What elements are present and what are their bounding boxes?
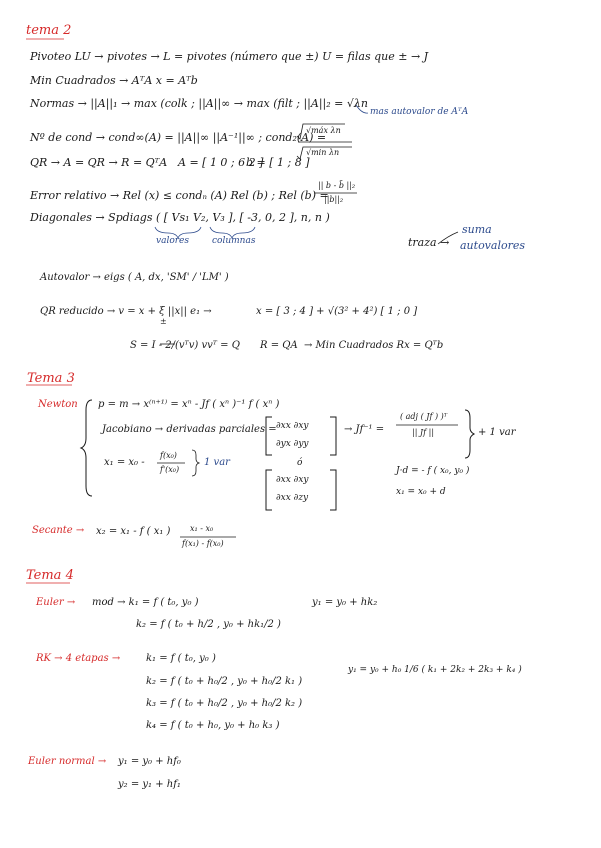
mincuad-line: Min Cuadrados → AᵀA x = Aᵀb (30, 74, 198, 87)
jf-one-var: + 1 var (478, 427, 516, 438)
newton-label: Newton (38, 399, 78, 410)
euler-normal-y1: y₁ = y₀ + hf₀ (118, 756, 181, 767)
qr-matrix-a: A = [ 1 0 ; 6 2 ] (178, 156, 264, 169)
jf-inverse-den: || Jf || (412, 428, 435, 437)
r-equals-qa: R = QA (260, 340, 298, 351)
rk-result: y₁ = y₀ + h₀ 1/6 ( k₁ + 2k₂ + 2k₃ + k₄ ) (348, 665, 522, 675)
suma-label: suma (462, 223, 492, 236)
jacobian-row-4: ∂xx ∂zy (276, 493, 309, 503)
ncond-line: Nº de cond → cond∞(A) = ||A||∞ ||A⁻¹||∞ ; cond₂(A) = (30, 131, 327, 144)
newton-line-1: p = m → x⁽ⁿ⁺¹⁾ = xⁿ - Jf ( xⁿ )⁻¹ f ( xⁿ ) (98, 399, 280, 410)
valores-label: valores (156, 236, 189, 246)
jacobiano-line: Jacobiano → derivadas parciales = (102, 424, 277, 435)
error-den: ||b||₂ (324, 195, 344, 204)
tema3-title: Tema 3 (27, 371, 75, 386)
euler-normal-y2: y₂ = y₁ + hf₁ (118, 779, 181, 790)
jacobian-row-2: ∂yx ∂yy (276, 439, 309, 449)
error-num: || b - b̃ ||₂ (318, 181, 356, 190)
rk-k4: k₄ = f ( t₀ + h₀, y₀ + h₀ k₃ ) (146, 720, 280, 731)
columnas-label: columnas (212, 236, 256, 246)
qr-min-cuad: → Min Cuadrados Rx = Qᵀb (304, 340, 444, 351)
secante-den: f(x₁) - f(x₀) (182, 539, 224, 548)
newton-brace (81, 400, 92, 496)
traza-label: traza → (408, 236, 450, 249)
jacobian-or: ó (297, 458, 303, 468)
secante-line: x₂ = x₁ - f ( x₁ ) (96, 526, 171, 537)
jacobian-bracket-right-1 (330, 417, 336, 455)
pivoteo-line: Pivoteo LU → pivotes → L = pivotes (número que ±) U = filas que ± → J (30, 50, 429, 63)
jf-update-line: x₁ = x₀ + d (396, 487, 446, 497)
secante-num: x₁ - x₀ (190, 524, 214, 533)
euler-mod-result: y₁ = y₀ + hk₂ (312, 597, 378, 608)
autovalores-label: autovalores (460, 239, 526, 252)
jacobian-row-3: ∂xx ∂xy (276, 475, 309, 485)
normas-note: mas autovalor de AᵀA (370, 107, 469, 117)
qr-line: QR → A = QR → R = QᵀA (30, 156, 168, 169)
rk-k3: k₃ = f ( t₀ + h₀/2 , y₀ + h₀/2 k₂ ) (146, 698, 303, 709)
newton-1var-line: x₁ = x₀ - (104, 457, 145, 468)
jacobian-bracket-right-2 (330, 470, 336, 510)
rk-k1: k₁ = f ( t₀, y₀ ) (146, 653, 216, 664)
jf-right-brace (465, 410, 474, 458)
tema2-title: tema 2 (26, 23, 72, 38)
error-line: Error relativo → Rel (x) ≤ condₙ (A) Rel (b) ; Rel (b) = (30, 189, 329, 202)
euler-mod-line: mod → k₁ = f ( t₀, y₀ ) (92, 597, 199, 608)
normas-line: Normas → ||A||₁ → max (colk ; ||A||∞ → max (filt ; ||A||₂ = √λn (30, 97, 368, 110)
qr-reducido-line: QR reducido → v = x + ξ ||x|| e₁ → (40, 306, 212, 317)
euler-normal-label: Euler normal → (28, 756, 107, 767)
ncond-den: √min λn (306, 148, 340, 157)
qr-reducido-sign: ± (160, 317, 167, 326)
jf-inverse-label: → Jf⁻¹ = (344, 424, 385, 435)
rk-k2: k₂ = f ( t₀ + h₀/2 , y₀ + h₀/2 k₁ ) (146, 676, 303, 687)
newton-1var-note: 1 var (204, 457, 230, 468)
newton-1var-num: f(x₀) (160, 451, 177, 460)
newton-1var-den: f'(x₀) (160, 465, 180, 474)
rk-label: RK → 4 etapas → (36, 653, 121, 664)
euler-mod-k2: k₂ = f ( t₀ + h/2 , y₀ + hk₁/2 ) (136, 619, 281, 630)
jf-system-line: J·d = - f ( x₀, y₀ ) (396, 466, 470, 476)
jf-inverse-num: ( adj ( Jf ) )ᵀ (400, 412, 448, 421)
autovalor-line: Autovalor → eigs ( A, dx, 'SM' / 'LM' ) (40, 272, 229, 283)
qr-vector-b: b = [ 1 ; 8 ] (246, 156, 310, 169)
ncond-num: √máx λn (306, 126, 341, 135)
jacobian-row-1: ∂xx ∂xy (276, 421, 309, 431)
jacobian-bracket-left-1 (266, 417, 272, 455)
secante-label: Secante → (32, 525, 85, 536)
diag-line: Diagonales → Spdiags ( [ Vs₁ V₂, V₃ ], [ -3, 0, 2 ], n, n ) (30, 211, 330, 224)
euler-label: Euler → (36, 597, 76, 608)
householder-line: S = I - 2/(vᵀv) vvᵀ = Q (130, 340, 240, 351)
qr-reducido-example: x = [ 3 ; 4 ] + √(3² + 4²) [ 1 ; 0 ] (256, 306, 418, 317)
jacobian-bracket-left-2 (266, 470, 272, 510)
newton-1var-brace (192, 450, 199, 476)
tema4-title: Tema 4 (26, 568, 74, 583)
